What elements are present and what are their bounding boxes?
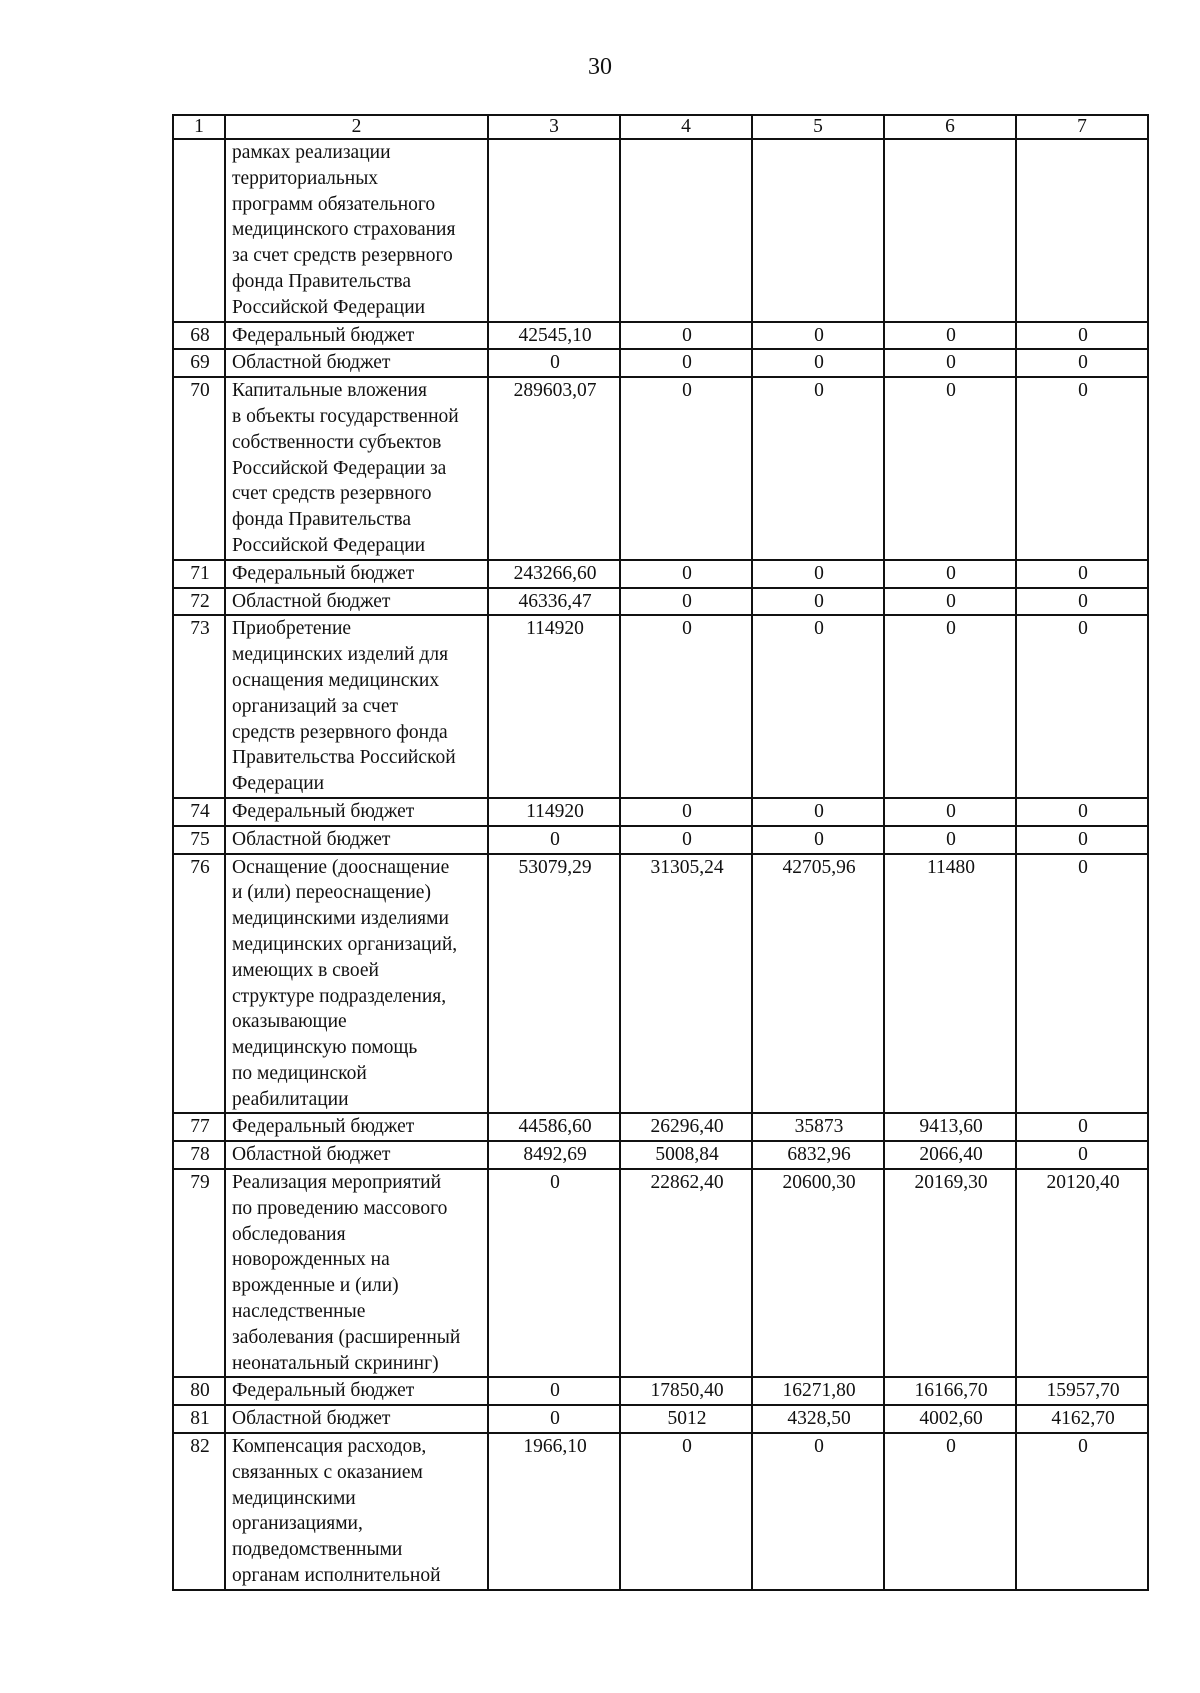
row-number: 81 <box>173 1405 225 1433</box>
row-description: Областной бюджет <box>225 349 488 377</box>
value-col-3: 46336,47 <box>488 588 620 616</box>
value-col-5: 0 <box>752 322 884 350</box>
value-col-4: 0 <box>620 1433 752 1590</box>
value-col-7: 0 <box>1016 854 1148 1114</box>
row-number: 69 <box>173 349 225 377</box>
column-header: 2 <box>225 115 488 139</box>
value-col-3: 0 <box>488 1405 620 1433</box>
value-col-6: 0 <box>884 377 1016 560</box>
table-row <box>173 1433 1148 1590</box>
row-description: Реализация мероприятий по проведению массового обследования новорожденных на врожденные и (или) наследственные заболевания (расширенный неонатальный скрининг) <box>225 1169 488 1377</box>
column-header: 6 <box>884 115 1016 139</box>
value-col-6: 0 <box>884 560 1016 588</box>
value-col-4: 0 <box>620 826 752 854</box>
value-col-5: 16271,80 <box>752 1377 884 1405</box>
row-number: 74 <box>173 798 225 826</box>
value-col-7: 15957,70 <box>1016 1377 1148 1405</box>
value-col-6: 0 <box>884 1433 1016 1590</box>
value-col-3: 0 <box>488 349 620 377</box>
value-col-6: 0 <box>884 322 1016 350</box>
table-row <box>173 1169 1148 1377</box>
value-col-7: 0 <box>1016 615 1148 798</box>
table-row <box>173 139 1148 322</box>
row-description: Федеральный бюджет <box>225 560 488 588</box>
row-number: 82 <box>173 1433 225 1590</box>
row-number: 80 <box>173 1377 225 1405</box>
column-header: 4 <box>620 115 752 139</box>
value-col-7: 0 <box>1016 322 1148 350</box>
value-col-7: 0 <box>1016 349 1148 377</box>
page-number: 30 <box>588 54 612 80</box>
value-col-6: 0 <box>884 349 1016 377</box>
value-col-4: 26296,40 <box>620 1113 752 1141</box>
row-number: 76 <box>173 854 225 1114</box>
table-row <box>173 798 1148 826</box>
value-col-6: 0 <box>884 588 1016 616</box>
table-row <box>173 615 1148 798</box>
column-header: 7 <box>1016 115 1148 139</box>
table-row <box>173 1113 1148 1141</box>
value-col-6: 0 <box>884 798 1016 826</box>
value-col-6: 0 <box>884 826 1016 854</box>
row-description: Областной бюджет <box>225 826 488 854</box>
value-col-7: 4162,70 <box>1016 1405 1148 1433</box>
value-col-4: 5012 <box>620 1405 752 1433</box>
value-col-3: 42545,10 <box>488 322 620 350</box>
value-col-5: 4328,50 <box>752 1405 884 1433</box>
row-description: Компенсация расходов, связанных с оказанием медицинскими организациями, подведомственными органам исполнительной <box>225 1433 488 1590</box>
value-col-7 <box>1016 139 1148 322</box>
value-col-5: 0 <box>752 826 884 854</box>
value-col-4: 22862,40 <box>620 1169 752 1377</box>
value-col-6: 0 <box>884 615 1016 798</box>
row-number: 72 <box>173 588 225 616</box>
row-number: 73 <box>173 615 225 798</box>
table-row <box>173 377 1148 560</box>
value-col-5: 0 <box>752 798 884 826</box>
value-col-5: 0 <box>752 615 884 798</box>
row-number: 75 <box>173 826 225 854</box>
table-row <box>173 1141 1148 1169</box>
row-description: Федеральный бюджет <box>225 322 488 350</box>
value-col-7: 0 <box>1016 377 1148 560</box>
row-description: Областной бюджет <box>225 1405 488 1433</box>
row-description: Областной бюджет <box>225 588 488 616</box>
table-row <box>173 826 1148 854</box>
value-col-5: 0 <box>752 349 884 377</box>
row-number <box>173 139 225 322</box>
table-row <box>173 854 1148 1114</box>
table-row <box>173 1405 1148 1433</box>
value-col-3: 114920 <box>488 615 620 798</box>
row-description: Федеральный бюджет <box>225 1113 488 1141</box>
table-row <box>173 588 1148 616</box>
value-col-6: 2066,40 <box>884 1141 1016 1169</box>
value-col-7: 0 <box>1016 798 1148 826</box>
value-col-3: 53079,29 <box>488 854 620 1114</box>
table-row <box>173 322 1148 350</box>
table-row <box>173 560 1148 588</box>
table-header-row <box>173 115 1148 139</box>
value-col-4: 0 <box>620 798 752 826</box>
value-col-5: 42705,96 <box>752 854 884 1114</box>
value-col-5: 20600,30 <box>752 1169 884 1377</box>
value-col-4: 0 <box>620 322 752 350</box>
value-col-4: 31305,24 <box>620 854 752 1114</box>
budget-table <box>172 114 1149 1591</box>
table-row <box>173 349 1148 377</box>
row-number: 70 <box>173 377 225 560</box>
value-col-3: 1966,10 <box>488 1433 620 1590</box>
value-col-5: 0 <box>752 1433 884 1590</box>
row-description: Капитальные вложения в объекты государственной собственности субъектов Российской Федерации за счет средств резервного фонда Правительства Российской Федерации <box>225 377 488 560</box>
row-number: 79 <box>173 1169 225 1377</box>
value-col-7: 0 <box>1016 560 1148 588</box>
value-col-5: 0 <box>752 560 884 588</box>
value-col-4: 0 <box>620 615 752 798</box>
value-col-7: 20120,40 <box>1016 1169 1148 1377</box>
value-col-3: 289603,07 <box>488 377 620 560</box>
value-col-4: 5008,84 <box>620 1141 752 1169</box>
value-col-3: 8492,69 <box>488 1141 620 1169</box>
row-number: 77 <box>173 1113 225 1141</box>
value-col-5 <box>752 139 884 322</box>
value-col-3: 243266,60 <box>488 560 620 588</box>
value-col-3: 0 <box>488 826 620 854</box>
value-col-7: 0 <box>1016 1113 1148 1141</box>
value-col-4: 0 <box>620 349 752 377</box>
row-description: Федеральный бюджет <box>225 798 488 826</box>
table-row <box>173 1377 1148 1405</box>
row-description: Приобретение медицинских изделий для оснащения медицинских организаций за счет средств резервного фонда Правительства Российской Федерации <box>225 615 488 798</box>
value-col-7: 0 <box>1016 826 1148 854</box>
value-col-6: 20169,30 <box>884 1169 1016 1377</box>
value-col-7: 0 <box>1016 1141 1148 1169</box>
value-col-4: 17850,40 <box>620 1377 752 1405</box>
column-header: 5 <box>752 115 884 139</box>
row-description: Областной бюджет <box>225 1141 488 1169</box>
column-header: 3 <box>488 115 620 139</box>
value-col-6: 16166,70 <box>884 1377 1016 1405</box>
value-col-3: 114920 <box>488 798 620 826</box>
value-col-4: 0 <box>620 377 752 560</box>
row-number: 68 <box>173 322 225 350</box>
row-description: Федеральный бюджет <box>225 1377 488 1405</box>
value-col-3: 44586,60 <box>488 1113 620 1141</box>
value-col-5: 0 <box>752 588 884 616</box>
value-col-7: 0 <box>1016 1433 1148 1590</box>
value-col-6: 4002,60 <box>884 1405 1016 1433</box>
value-col-5: 35873 <box>752 1113 884 1141</box>
value-col-3: 0 <box>488 1377 620 1405</box>
row-description: Оснащение (дооснащение и (или) переоснащение) медицинскими изделиями медицинских организаций, имеющих в своей структуре подразделения, оказывающие медицинскую помощь по медицинской реабилитации <box>225 854 488 1114</box>
value-col-6: 11480 <box>884 854 1016 1114</box>
row-description: рамках реализации территориальных программ обязательного медицинского страхования за счет средств резервного фонда Правительства Российской Федерации <box>225 139 488 322</box>
row-number: 71 <box>173 560 225 588</box>
value-col-6: 9413,60 <box>884 1113 1016 1141</box>
value-col-4 <box>620 139 752 322</box>
value-col-3: 0 <box>488 1169 620 1377</box>
row-number: 78 <box>173 1141 225 1169</box>
value-col-5: 6832,96 <box>752 1141 884 1169</box>
value-col-5: 0 <box>752 377 884 560</box>
value-col-6 <box>884 139 1016 322</box>
value-col-4: 0 <box>620 588 752 616</box>
value-col-3 <box>488 139 620 322</box>
column-header: 1 <box>173 115 225 139</box>
table-body <box>173 139 1148 1590</box>
value-col-4: 0 <box>620 560 752 588</box>
value-col-7: 0 <box>1016 588 1148 616</box>
